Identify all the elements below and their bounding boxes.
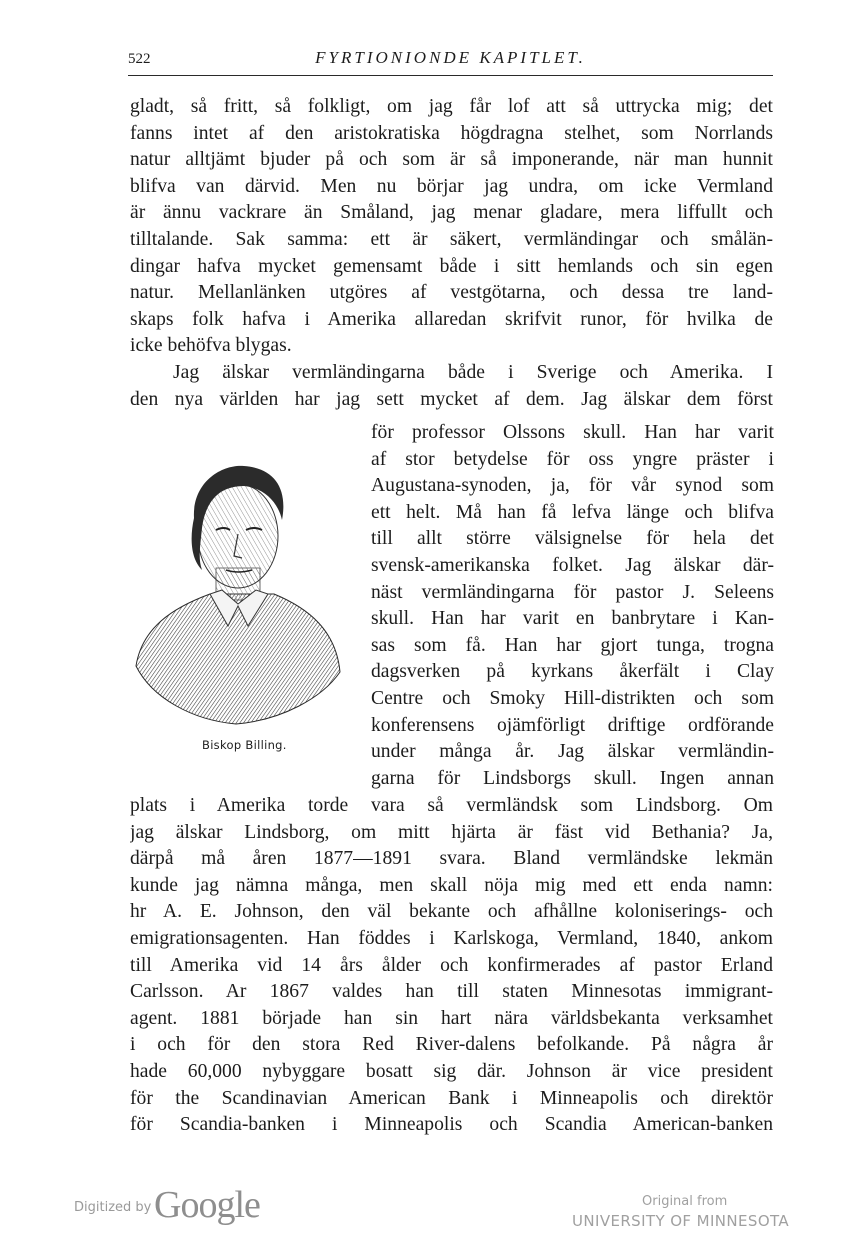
text-line: ett helt. Må han få lefva länge och blifva xyxy=(371,501,774,523)
text-line: till Amerika vid 14 års ålder och konfirmerades af pastor Erland xyxy=(130,954,773,976)
figure-caption: Biskop Billing. xyxy=(202,738,287,752)
text-line: kunde jag nämna många, men skall nöja mig med ett enda namn: xyxy=(130,874,773,896)
text-line: i och för den stora Red River-dalens befolkande. På några år xyxy=(130,1034,773,1056)
text-line: skull. Han har varit en banbrytare i Kan- xyxy=(371,608,774,630)
text-line: för Scandia-banken i Minneapolis och Scandia American-banken xyxy=(130,1114,773,1136)
text-line: sas som få. Han har gjort tunga, trogna xyxy=(371,634,774,656)
text-line: näst vermländingarna för pastor J. Seleens xyxy=(371,581,774,603)
text-line: Augustana-synoden, ja, för vår synod som xyxy=(371,475,774,497)
text-line: är ännu vackrare än Småland, jag menar gladare, mera liffullt och xyxy=(130,202,773,224)
text-line: garna för Lindsborgs skull. Ingen annan xyxy=(371,767,774,789)
google-logo: Google xyxy=(154,1184,260,1226)
page-number: 522 xyxy=(128,51,151,67)
page-header xyxy=(128,48,773,76)
text-line: för professor Olssons skull. Han har varit xyxy=(371,422,774,443)
text-line: dagsverken på kyrkans åkerfält i Clay xyxy=(371,661,774,683)
text-line: emigrationsagenten. Han föddes i Karlskoga, Vermland, 1840, ankom xyxy=(130,928,773,949)
text-line: därpå må åren 1877—1891 svara. Bland vermländske lekmän xyxy=(130,848,773,870)
text-line: tilltalande. Sak samma: ett är säkert, vermländingar och smålän- xyxy=(130,229,773,250)
text-line: för the Scandinavian American Bank i Minneapolis och direktör xyxy=(130,1087,773,1109)
text-line: af stor betydelse för oss yngre präster i xyxy=(371,448,774,470)
university-label: UNIVERSITY OF MINNESOTA xyxy=(572,1212,790,1230)
bishop-portrait xyxy=(132,458,344,730)
text-line: dingar hafva mycket gemensamt både i sitt hemlands och sin egen xyxy=(130,255,773,277)
text-line: den nya världen har jag sett mycket af dem. Jag älskar dem först xyxy=(130,388,773,410)
text-line: Jag älskar vermländingarna både i Sverige och Amerika. I xyxy=(173,362,773,383)
text-line: jag älskar Lindsborg, om mitt hjärta är fäst vid Bethania? Ja, xyxy=(130,821,773,843)
text-line: icke behöfva blygas. xyxy=(130,335,292,357)
running-title: FYRTIONIONDE KAPITLET. xyxy=(315,48,586,67)
text-line: gladt, så fritt, så folkligt, om jag får lof att så uttrycka mig; det xyxy=(130,96,773,117)
original-from-label: Original from xyxy=(642,1194,728,1209)
text-line: till allt större välsignelse för hela det xyxy=(371,528,774,550)
header-rule xyxy=(128,75,773,76)
digitized-by-label: Digitized by xyxy=(74,1200,152,1215)
text-line: hr A. E. Johnson, den väl bekante och afhållne koloniserings- och xyxy=(130,901,773,923)
text-line: svensk-amerikanska folket. Jag älskar där- xyxy=(371,555,774,576)
text-line: hade 60,000 nybyggare bosatt sig där. Johnson är vice president xyxy=(130,1061,773,1082)
text-line: natur. Mellanlänken utgöres af vestgötarna, och dessa tre land- xyxy=(130,282,773,304)
text-line: blifva van därvid. Men nu börjar jag undra, om icke Vermland xyxy=(130,175,773,197)
text-line: konferensens ojämförligt driftige ordförande xyxy=(371,714,774,736)
text-line: natur alltjämt bjuder på och som är så imponerande, när man hunnit xyxy=(130,149,773,171)
text-line: plats i Amerika torde vara så vermländsk som Lindsborg. Om xyxy=(130,795,773,816)
text-line: fanns intet af den aristokratiska högdragna stelhet, som Norrlands xyxy=(130,122,773,144)
text-line: under många år. Jag älskar vermländin- xyxy=(371,741,774,763)
text-line: skaps folk hafva i Amerika allaredan skrifvit runor, för hvilka de xyxy=(130,308,773,330)
text-line: Carlsson. Ar 1867 valdes han till staten Minnesotas immigrant- xyxy=(130,981,773,1003)
text-line: Centre och Smoky Hill-distrikten och som xyxy=(371,688,774,709)
text-line: agent. 1881 började han sin hart nära världsbekanta verksamhet xyxy=(130,1007,773,1029)
